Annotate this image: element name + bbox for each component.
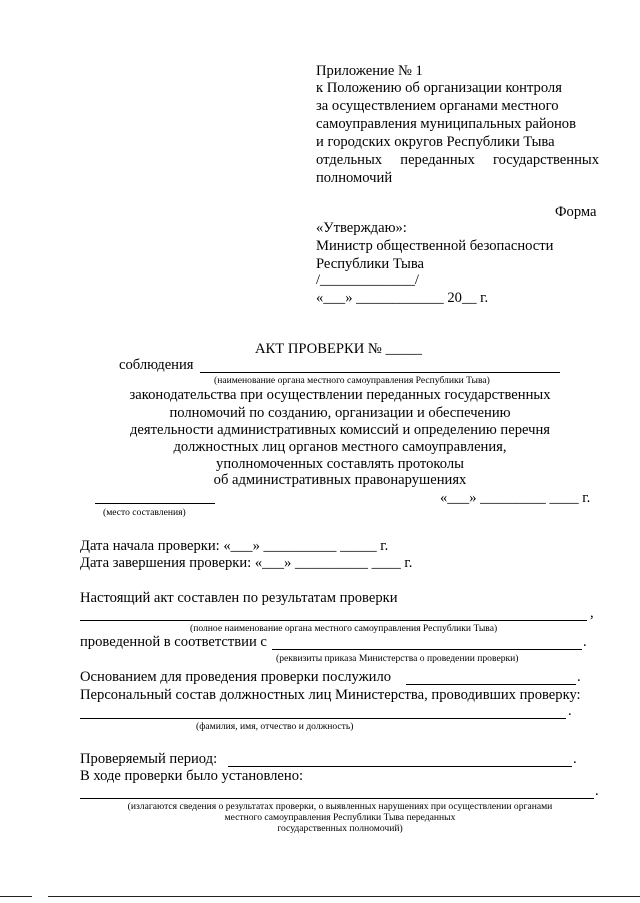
results-caption-line: (излагаются сведения о результатах проверки, о выявленных нарушениях при осуществлении органами bbox=[127, 801, 553, 812]
compliance-label: соблюдения bbox=[119, 357, 194, 373]
subject-line: законодательства при осуществлении переданных государственных bbox=[129, 387, 551, 403]
place-caption: (место составления) bbox=[103, 507, 186, 518]
period-mark: . bbox=[573, 751, 577, 767]
order-caption: (реквизиты приказа Министерства о проведении проверки) bbox=[276, 653, 519, 664]
period-mark: . bbox=[577, 669, 581, 685]
subject-line: об административных правонарушениях bbox=[213, 472, 467, 488]
period-fill-line bbox=[228, 766, 572, 767]
place-fill-line bbox=[95, 503, 215, 504]
compliance-caption: (наименование органа местного самоуправления Республики Тыва) bbox=[214, 375, 490, 386]
approve-label: «Утверждаю»: bbox=[316, 220, 407, 236]
appendix-line: к Положению об организации контроля bbox=[316, 80, 562, 96]
results-caption-line: государственных полномочий) bbox=[277, 823, 403, 834]
appendix-line: за осуществлением органами местного bbox=[316, 98, 559, 114]
basis-text: Основанием для проведения проверки послужило bbox=[80, 669, 392, 685]
act-title: АКТ ПРОВЕРКИ № _____ bbox=[255, 341, 422, 357]
page-edge-line bbox=[48, 896, 640, 897]
end-date-line: Дата завершения проверки: «___» __________ ____ г. bbox=[80, 555, 413, 571]
signature-line: /_____________/ bbox=[316, 272, 419, 288]
approval-date-line: «___» ____________ 20__ г. bbox=[316, 290, 489, 306]
subject-line: уполномоченных составлять протоколы bbox=[216, 456, 464, 472]
compliance-fill-line bbox=[200, 372, 560, 373]
start-date-line: Дата начала проверки: «___» __________ _____ г. bbox=[80, 538, 389, 554]
period-mark: . bbox=[595, 783, 599, 799]
personnel-caption: (фамилия, имя, отчество и должность) bbox=[196, 721, 354, 732]
period-mark: . bbox=[568, 703, 572, 719]
appendix-line: отдельных переданных государственных bbox=[316, 152, 599, 168]
comma-mark: , bbox=[590, 605, 594, 621]
appendix-line: самоуправления муниципальных районов bbox=[316, 116, 576, 132]
accordance-text: проведенной в соответствии с bbox=[80, 634, 267, 650]
established-text: В ходе проверки было установлено: bbox=[80, 768, 304, 784]
personnel-text: Персональный состав должностных лиц Министерства, проводивших проверку: bbox=[80, 687, 581, 703]
subject-line: деятельности административных комиссий и определению перечня bbox=[129, 422, 550, 438]
period-label: Проверяемый период: bbox=[80, 751, 218, 767]
page-edge-mark bbox=[0, 896, 32, 897]
order-fill-line bbox=[272, 649, 582, 650]
compiled-text: Настоящий акт составлен по результатам проверки bbox=[80, 590, 398, 606]
period-mark: . bbox=[583, 634, 587, 650]
approver-region: Республики Тыва bbox=[316, 256, 425, 272]
appendix-line: полномочий bbox=[316, 170, 393, 186]
org-caption: (полное наименование органа местного самоуправления Республики Тыва) bbox=[190, 623, 498, 634]
subject-line: полномочий по созданию, организации и обеспечению bbox=[169, 405, 511, 421]
org-fill-line bbox=[80, 620, 587, 621]
appendix-line: и городских округов Республики Тыва bbox=[316, 134, 555, 150]
results-fill-line bbox=[80, 798, 594, 799]
form-label: Форма bbox=[555, 204, 597, 220]
act-date-right: «___» _________ ____ г. bbox=[440, 490, 591, 506]
appendix-line: Приложение № 1 bbox=[316, 63, 423, 79]
subject-line: должностных лиц органов местного самоуправления, bbox=[173, 439, 507, 455]
basis-fill-line bbox=[406, 684, 576, 685]
results-caption-line: местного самоуправления Республики Тыва переданных bbox=[224, 812, 456, 823]
approver-position: Министр общественной безопасности bbox=[316, 238, 554, 254]
personnel-fill-line bbox=[80, 718, 566, 719]
